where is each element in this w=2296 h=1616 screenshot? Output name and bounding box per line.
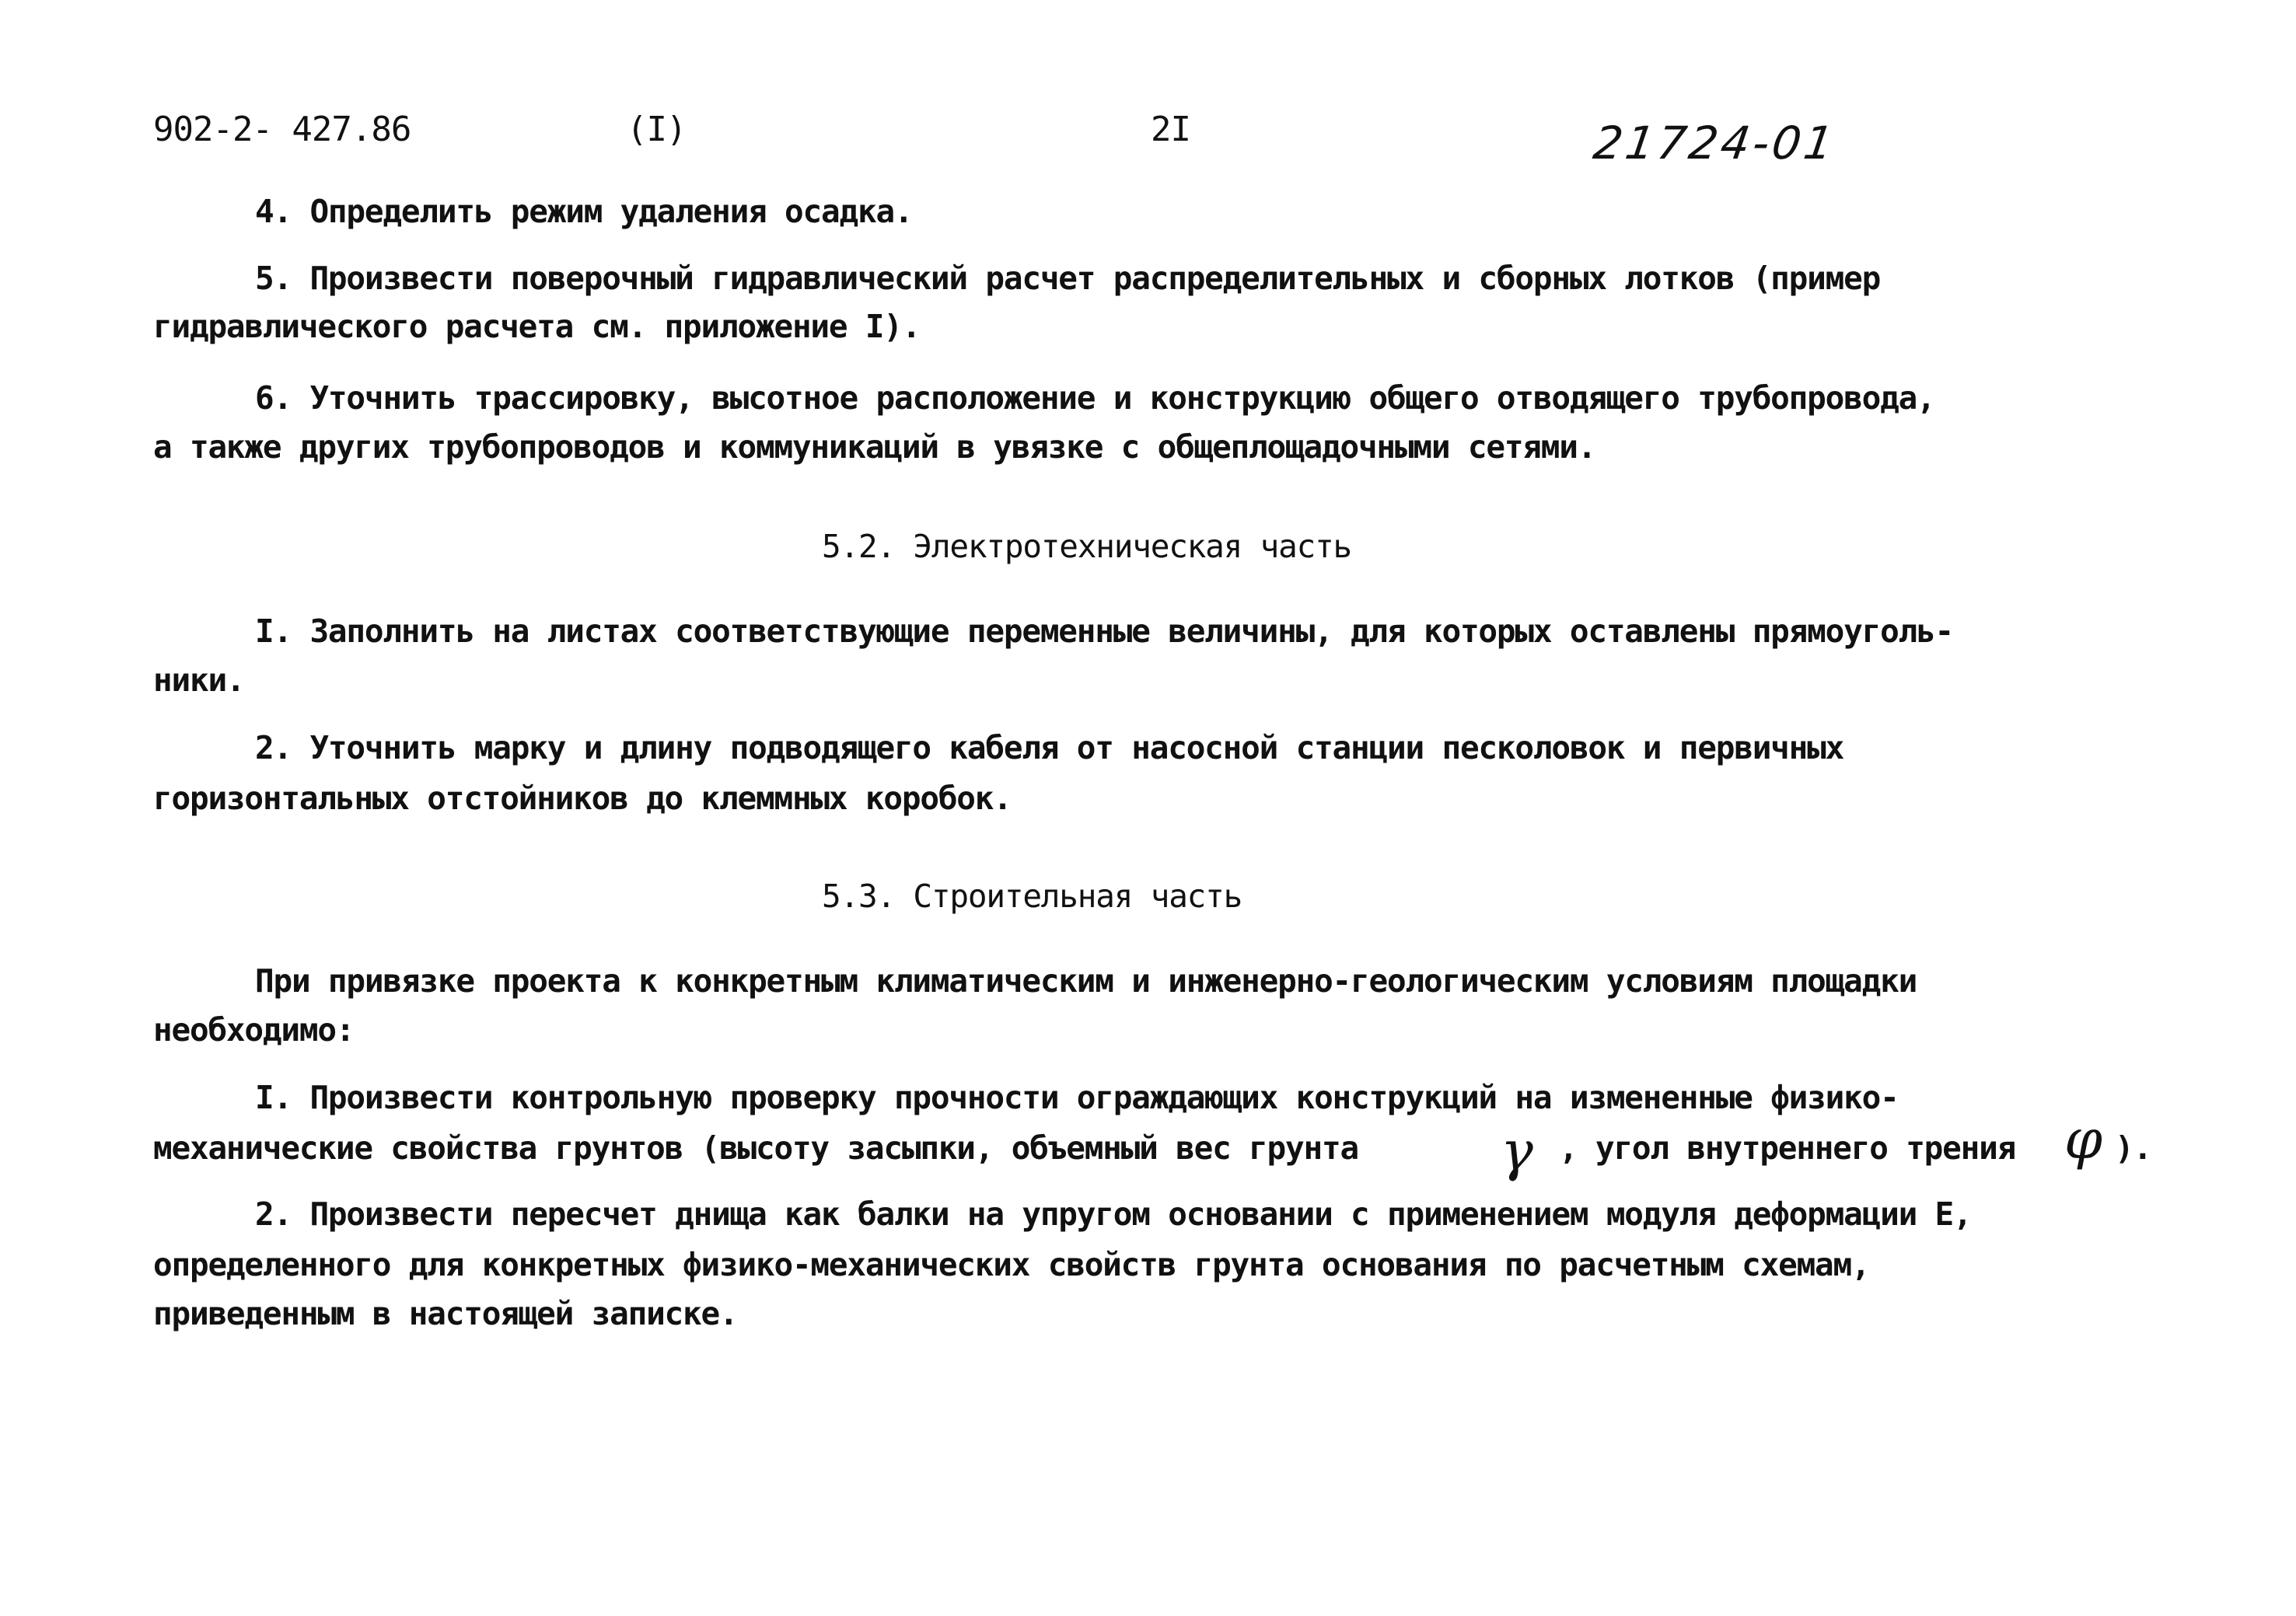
item-2-line1: 2. Произвести пересчет днища как балки на упругом основании с применением модуля деформации E, bbox=[255, 1195, 1972, 1233]
item-1-line2c: ). bbox=[2115, 1129, 2151, 1167]
item-1-line2: ники. bbox=[153, 661, 245, 699]
item-6-line2: а также других трубопроводов и коммуникаций в увязке с общеплощадочными сетями. bbox=[153, 428, 1596, 466]
item-1-line1: I. Произвести контрольную проверку прочности ограждающих конструкций на измененные физико- bbox=[255, 1079, 1899, 1116]
item-2-line2: определенного для конкретных физико-механических свойств грунта основания по расчетным схемам, bbox=[153, 1246, 1870, 1283]
item-2-line1: 2. Уточнить марку и длину подводящего кабеля от насосной станции песколовок и первичных bbox=[255, 729, 1844, 766]
item-6-line1: 6. Уточнить трассировку, высотное расположение и конструкцию общего отводящего трубопровода, bbox=[255, 379, 1935, 417]
volume-label: (I) bbox=[627, 110, 687, 149]
item-1-line2b: , угол внутреннего трения bbox=[1559, 1129, 2016, 1167]
item-5-line1: 5. Произвести поверочный гидравлический расчет распределительных и сборных лотков (пример bbox=[255, 260, 1881, 297]
intro-line2: необходимо: bbox=[153, 1011, 355, 1049]
section-heading: 5.3. Строительная часть bbox=[822, 878, 1242, 915]
page-number: 2I bbox=[1151, 110, 1190, 149]
phi-symbol: φ bbox=[2064, 1108, 2103, 1171]
item-2-line2: горизонтальных отстойников до клеммных коробок. bbox=[153, 780, 1012, 817]
gamma-symbol: γ bbox=[1501, 1119, 1533, 1183]
item-1-line2a: механические свойства грунтов (высоту засыпки, объемный вес грунта bbox=[153, 1129, 1358, 1167]
item-5-line2: гидравлического расчета см. приложение I). bbox=[153, 308, 921, 345]
doc-code: 902-2- 427.86 bbox=[153, 110, 411, 149]
intro-line1: При привязке проекта к конкретным климатическим и инженерно-геологическим условиям площадки bbox=[255, 962, 1917, 1000]
item-1-line1: I. Заполнить на листах соответствующие переменные величины, для которых оставлены прямоуголь- bbox=[255, 613, 1954, 650]
item-2-line3: приведенным в настоящей записке. bbox=[153, 1295, 738, 1332]
item-4: 4. Определить режим удаления осадка. bbox=[255, 193, 913, 230]
section-heading: 5.2. Электротехническая часть bbox=[822, 528, 1352, 565]
handwritten-number: 21724-01 bbox=[1590, 117, 1840, 169]
